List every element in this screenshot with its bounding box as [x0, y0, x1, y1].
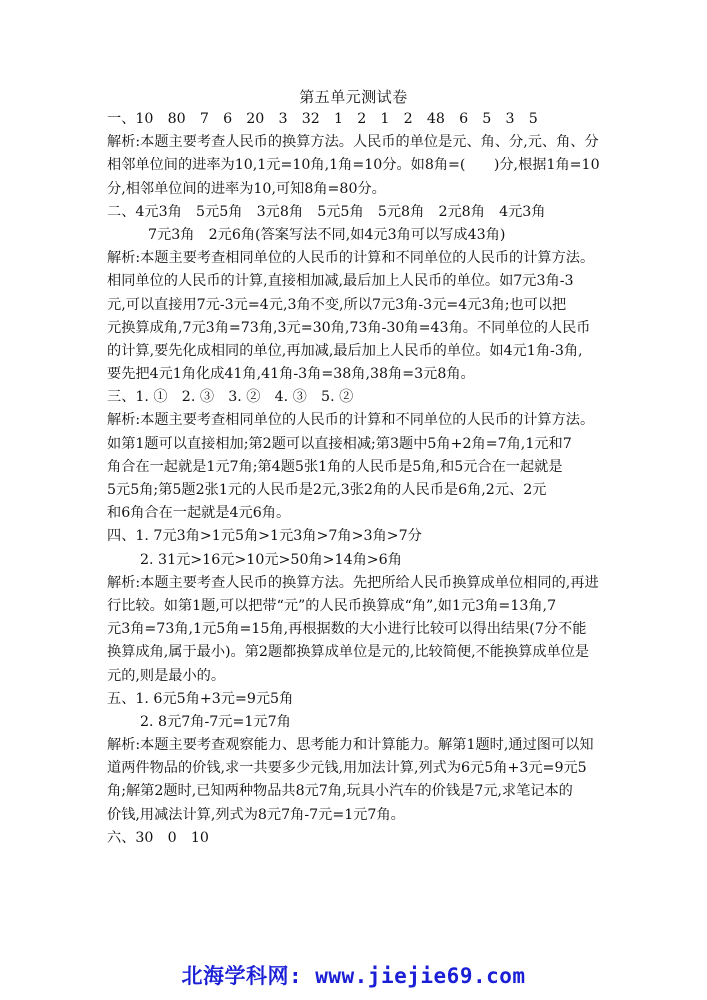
- page-title: 第五单元测试卷: [299, 88, 408, 106]
- q4-answer-cont: 2. 31元>16元>10元>50角>14角>6角: [140, 551, 402, 568]
- q5-analysis-line: 价钱,用减法计算,列式为8元7角-7元=1元7角。: [107, 806, 405, 823]
- footer-watermark: 北海学科网: www.jiejie69.com: [181, 964, 526, 988]
- q4-analysis-line: 换算成角,属于最小)。第2题都换算成单位是元的,比较简便,不能换算成单位是: [107, 644, 590, 661]
- q4-analysis-line: 元3角=73角,1元5角=15角,再根据数的大小进行比较可以得出结果(7分不能: [107, 621, 587, 638]
- q1-answer: 一、10 80 7 6 20 3 32 1 2 1 2 48 6 5 3 5: [107, 111, 538, 127]
- q3-analysis-line: 5元5角;第5题2张1元的人民币是2元,3张2角的人民币是6角,2元、2元: [107, 482, 547, 498]
- q5-answer-cont: 2. 8元7角-7元=1元7角: [140, 713, 291, 730]
- q5-analysis-line: 解析:本题主要考查观察能力、思考能力和计算能力。解第1题时,通过图可以知: [107, 737, 594, 754]
- q4-analysis-line: 解析:本题主要考查人民币的换算方法。先把所给人民币换算成单位相同的,再进: [107, 574, 599, 591]
- q4-answer: 四、1. 7元3角>1元5角>1元3角>7角>3角>7分: [107, 528, 422, 545]
- q4-analysis-line: 行比较。如第1题,可以把带“元”的人民币换算成“角”,如1元3角=13角,7: [107, 597, 557, 614]
- q2-analysis-line: 相同单位的人民币的计算,直接相加减,最后加上人民币的单位。如7元3角-3: [107, 273, 574, 290]
- q2-analysis-line: 元,可以直接用7元-3元=4元,3角不变,所以7元3角-3元=4元3角;也可以把: [107, 296, 567, 313]
- q3-analysis-line: 角合在一起就是1元7角;第4题5张1角的人民币是5角,和5元合在一起就是: [107, 458, 563, 475]
- q3-analysis-line: 如第1题可以直接相加;第2题可以直接相减;第3题中5角+2角=7角,1元和7: [107, 435, 572, 452]
- q2-analysis-line: 的计算,要先化成相同的单位,再加减,最后加上人民币的单位。如4元1角-3角,: [107, 342, 583, 359]
- q3-analysis-line: 解析:本题主要考查相同单位的人民币的计算和不同单位的人民币的计算方法。: [107, 412, 595, 429]
- q5-answer: 五、1. 6元5角+3元=9元5角: [107, 690, 294, 707]
- q1-analysis-line: 分,相邻单位间的进率为10,可知8角=80分。: [107, 180, 386, 197]
- q2-answer-cont: 7元3角 2元6角(答案写法不同,如4元3角可以写成43角): [148, 226, 506, 243]
- q3-analysis-line: 和6角合在一起就是4元6角。: [107, 505, 291, 522]
- q3-answer: 三、1. ① 2. ③ 3. ② 4. ③ 5. ②: [107, 389, 354, 406]
- answer-content: [107, 108, 627, 850]
- q1-analysis-line: 解析:本题主要考查人民币的换算方法。人民币的单位是元、角、分,元、角、分: [107, 134, 599, 151]
- q2-analysis-line: 解析:本题主要考查相同单位的人民币的计算和不同单位的人民币的计算方法。: [107, 250, 595, 267]
- q2-answer: 二、4元3角 5元5角 3元8角 5元5角 5元8角 2元8角 4元3角: [107, 203, 546, 220]
- q5-analysis-line: 角;解第2题时,已知两种物品共8元7角,玩具小汽车的价钱是7元,求笔记本的: [107, 783, 573, 800]
- q4-analysis-line: 元的,则是最小的。: [107, 667, 226, 684]
- q2-analysis-line: 元换算成角,7元3角=73角,3元=30角,73角-30角=43角。不同单位的人民币: [107, 319, 591, 336]
- q2-analysis-line: 要先把4元1角化成41角,41角-3角=38角,38角=3元8角。: [107, 366, 475, 383]
- q6-answer: 六、30 0 10: [107, 829, 209, 846]
- q1-analysis-line: 相邻单位间的进率为10,1元=10角,1角=10分。如8角=( )分,根据1角=10: [107, 157, 600, 174]
- q5-analysis-line: 道两件物品的价钱,求一共要多少元钱,用加法计算,列式为6元5角+3元=9元5: [107, 760, 587, 777]
